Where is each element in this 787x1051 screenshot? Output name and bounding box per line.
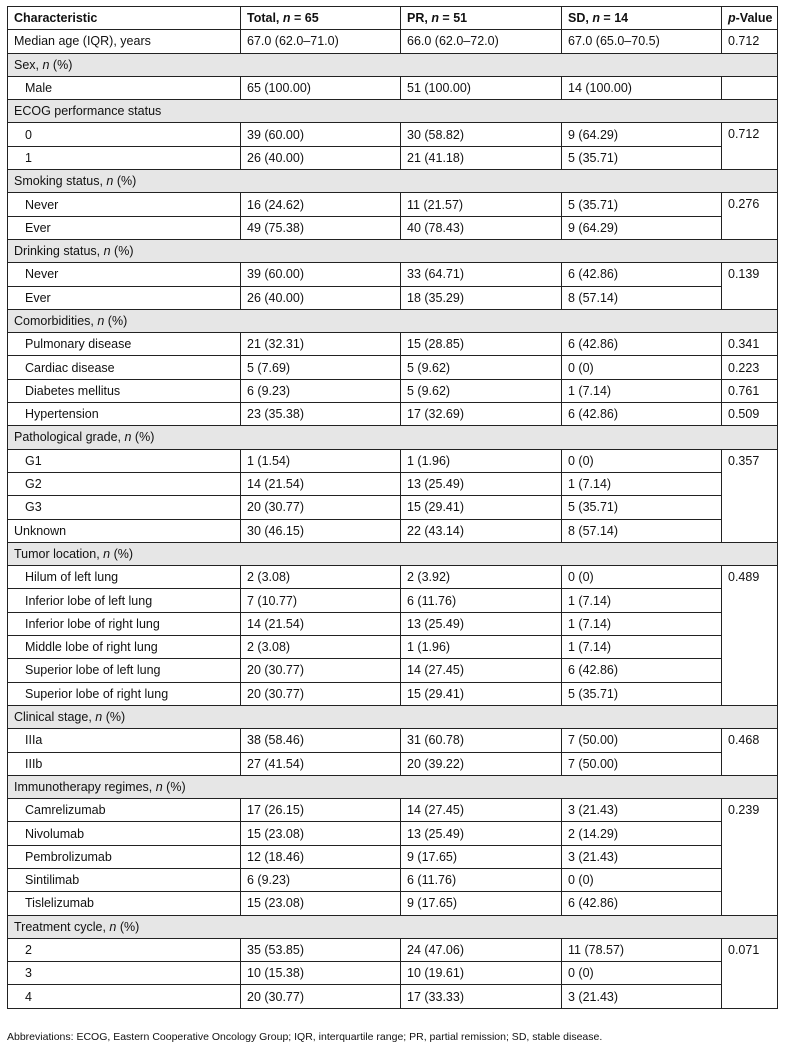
cell-pr: 31 (60.78) xyxy=(401,729,562,752)
cell-pr: 14 (27.45) xyxy=(401,659,562,682)
row-label: Pulmonary disease xyxy=(8,333,241,356)
row-label: Never xyxy=(8,193,241,216)
cell-sd: 6 (42.86) xyxy=(562,263,722,286)
table-row xyxy=(8,822,778,845)
cell-total: 26 (40.00) xyxy=(241,286,401,309)
cell-pvalue: 0.712 xyxy=(722,123,778,170)
row-label: Hilum of left lung xyxy=(8,566,241,589)
cell-pvalue: 0.357 xyxy=(722,449,778,542)
table-container xyxy=(7,6,777,1009)
cell-sd: 5 (35.71) xyxy=(562,682,722,705)
section-label: Comorbidities, n (%) xyxy=(8,309,778,332)
row-label: 4 xyxy=(8,985,241,1008)
cell-total: 14 (21.54) xyxy=(241,612,401,635)
section-row-ecog xyxy=(8,100,778,123)
row-label: Camrelizumab xyxy=(8,799,241,822)
cell-total: 16 (24.62) xyxy=(241,193,401,216)
row-label: Pembrolizumab xyxy=(8,845,241,868)
cell-sd: 5 (35.71) xyxy=(562,496,722,519)
table-row xyxy=(8,76,778,99)
row-label: Superior lobe of left lung xyxy=(8,659,241,682)
table-row xyxy=(8,123,778,146)
table-row xyxy=(8,752,778,775)
cell-total: 6 (9.23) xyxy=(241,379,401,402)
table-row xyxy=(8,589,778,612)
cell-total: 26 (40.00) xyxy=(241,146,401,169)
cell-pvalue: 0.239 xyxy=(722,799,778,915)
cell-total: 17 (26.15) xyxy=(241,799,401,822)
section-label: Tumor location, n (%) xyxy=(8,542,778,565)
cell-sd: 9 (64.29) xyxy=(562,216,722,239)
row-label: Tislelizumab xyxy=(8,892,241,915)
cell-pr: 1 (1.96) xyxy=(401,449,562,472)
cell-pr: 10 (19.61) xyxy=(401,962,562,985)
cell-sd: 0 (0) xyxy=(562,962,722,985)
cell-pr: 30 (58.82) xyxy=(401,123,562,146)
cell-sd: 6 (42.86) xyxy=(562,333,722,356)
cell-total: 20 (30.77) xyxy=(241,985,401,1008)
cell-sd: 11 (78.57) xyxy=(562,938,722,961)
section-label: ECOG performance status xyxy=(8,100,778,123)
cell-pr: 24 (47.06) xyxy=(401,938,562,961)
row-label: Inferior lobe of right lung xyxy=(8,612,241,635)
cell-pr: 13 (25.49) xyxy=(401,822,562,845)
cell-sd: 0 (0) xyxy=(562,356,722,379)
cell-sd: 7 (50.00) xyxy=(562,752,722,775)
table-row xyxy=(8,333,778,356)
cell-total: 23 (35.38) xyxy=(241,403,401,426)
cell-pr: 6 (11.76) xyxy=(401,868,562,891)
section-label: Treatment cycle, n (%) xyxy=(8,915,778,938)
cell-pr: 66.0 (62.0–72.0) xyxy=(401,30,562,53)
cell-pvalue: 0.712 xyxy=(722,30,778,53)
header-characteristic: Characteristic xyxy=(8,7,241,30)
cell-pr: 15 (29.41) xyxy=(401,496,562,519)
cell-total: 21 (32.31) xyxy=(241,333,401,356)
cell-total: 27 (41.54) xyxy=(241,752,401,775)
table-row xyxy=(8,985,778,1008)
section-label: Clinical stage, n (%) xyxy=(8,705,778,728)
cell-sd: 5 (35.71) xyxy=(562,146,722,169)
cell-pr: 14 (27.45) xyxy=(401,799,562,822)
section-row-stage xyxy=(8,705,778,728)
section-label: Smoking status, n (%) xyxy=(8,170,778,193)
table-row xyxy=(8,193,778,216)
cell-sd: 6 (42.86) xyxy=(562,892,722,915)
table-row xyxy=(8,519,778,542)
cell-pr: 9 (17.65) xyxy=(401,845,562,868)
cell-pr: 9 (17.65) xyxy=(401,892,562,915)
cell-pr: 6 (11.76) xyxy=(401,589,562,612)
cell-pr: 18 (35.29) xyxy=(401,286,562,309)
table-row xyxy=(8,30,778,53)
row-label: 1 xyxy=(8,146,241,169)
cell-total: 20 (30.77) xyxy=(241,659,401,682)
table-row xyxy=(8,379,778,402)
cell-pvalue: 0.223 xyxy=(722,356,778,379)
table-row xyxy=(8,868,778,891)
cell-sd: 14 (100.00) xyxy=(562,76,722,99)
cell-sd: 6 (42.86) xyxy=(562,403,722,426)
row-label: Middle lobe of right lung xyxy=(8,636,241,659)
cell-pr: 13 (25.49) xyxy=(401,472,562,495)
row-label: Never xyxy=(8,263,241,286)
cell-pr: 17 (32.69) xyxy=(401,403,562,426)
cell-total: 65 (100.00) xyxy=(241,76,401,99)
cell-sd: 8 (57.14) xyxy=(562,286,722,309)
cell-total: 5 (7.69) xyxy=(241,356,401,379)
row-label: Superior lobe of right lung xyxy=(8,682,241,705)
cell-pr: 51 (100.00) xyxy=(401,76,562,99)
cell-sd: 1 (7.14) xyxy=(562,636,722,659)
row-label: Ever xyxy=(8,216,241,239)
table-row xyxy=(8,659,778,682)
section-label: Immunotherapy regimes, n (%) xyxy=(8,775,778,798)
header-row xyxy=(8,7,778,30)
cell-sd: 0 (0) xyxy=(562,566,722,589)
cell-pr: 15 (28.85) xyxy=(401,333,562,356)
cell-total: 39 (60.00) xyxy=(241,123,401,146)
table-row xyxy=(8,938,778,961)
section-row-sex xyxy=(8,53,778,76)
cell-pr: 22 (43.14) xyxy=(401,519,562,542)
cell-sd: 0 (0) xyxy=(562,868,722,891)
table-row xyxy=(8,799,778,822)
characteristics-table xyxy=(7,6,778,1009)
table-row xyxy=(8,146,778,169)
cell-pr: 2 (3.92) xyxy=(401,566,562,589)
cell-pr: 11 (21.57) xyxy=(401,193,562,216)
section-row-location xyxy=(8,542,778,565)
cell-pr: 13 (25.49) xyxy=(401,612,562,635)
cell-total: 67.0 (62.0–71.0) xyxy=(241,30,401,53)
cell-pr: 33 (64.71) xyxy=(401,263,562,286)
cell-total: 39 (60.00) xyxy=(241,263,401,286)
cell-pr: 5 (9.62) xyxy=(401,379,562,402)
cell-pvalue: 0.761 xyxy=(722,379,778,402)
cell-pvalue xyxy=(722,76,778,99)
cell-pvalue: 0.341 xyxy=(722,333,778,356)
cell-sd: 3 (21.43) xyxy=(562,799,722,822)
row-label: Ever xyxy=(8,286,241,309)
section-row-comorbidities xyxy=(8,309,778,332)
row-label: Sintilimab xyxy=(8,868,241,891)
cell-total: 49 (75.38) xyxy=(241,216,401,239)
cell-pr: 5 (9.62) xyxy=(401,356,562,379)
row-label: Median age (IQR), years xyxy=(8,30,241,53)
cell-total: 35 (53.85) xyxy=(241,938,401,961)
section-row-grade xyxy=(8,426,778,449)
cell-total: 15 (23.08) xyxy=(241,822,401,845)
row-label: G1 xyxy=(8,449,241,472)
section-label: Sex, n (%) xyxy=(8,53,778,76)
cell-total: 6 (9.23) xyxy=(241,868,401,891)
cell-sd: 9 (64.29) xyxy=(562,123,722,146)
row-label: G2 xyxy=(8,472,241,495)
cell-sd: 3 (21.43) xyxy=(562,845,722,868)
cell-total: 12 (18.46) xyxy=(241,845,401,868)
table-row xyxy=(8,286,778,309)
row-label: Inferior lobe of left lung xyxy=(8,589,241,612)
cell-total: 15 (23.08) xyxy=(241,892,401,915)
section-label: Pathological grade, n (%) xyxy=(8,426,778,449)
cell-sd: 1 (7.14) xyxy=(562,472,722,495)
cell-total: 2 (3.08) xyxy=(241,636,401,659)
table-row xyxy=(8,356,778,379)
row-label: IIIb xyxy=(8,752,241,775)
table-row xyxy=(8,566,778,589)
cell-total: 20 (30.77) xyxy=(241,682,401,705)
cell-total: 7 (10.77) xyxy=(241,589,401,612)
cell-sd: 3 (21.43) xyxy=(562,985,722,1008)
table-row xyxy=(8,682,778,705)
section-row-cycle xyxy=(8,915,778,938)
header-total: Total, n = 65 xyxy=(241,7,401,30)
cell-total: 38 (58.46) xyxy=(241,729,401,752)
cell-pr: 17 (33.33) xyxy=(401,985,562,1008)
row-label: Male xyxy=(8,76,241,99)
cell-sd: 0 (0) xyxy=(562,449,722,472)
table-row xyxy=(8,729,778,752)
cell-sd: 2 (14.29) xyxy=(562,822,722,845)
cell-total: 14 (21.54) xyxy=(241,472,401,495)
table-row xyxy=(8,216,778,239)
cell-total: 10 (15.38) xyxy=(241,962,401,985)
table-row xyxy=(8,403,778,426)
cell-total: 1 (1.54) xyxy=(241,449,401,472)
row-label: 2 xyxy=(8,938,241,961)
section-row-drinking xyxy=(8,239,778,262)
row-label: IIIa xyxy=(8,729,241,752)
row-label: G3 xyxy=(8,496,241,519)
cell-pvalue: 0.509 xyxy=(722,403,778,426)
table-row xyxy=(8,636,778,659)
row-label: Hypertension xyxy=(8,403,241,426)
cell-pr: 1 (1.96) xyxy=(401,636,562,659)
table-row xyxy=(8,845,778,868)
table-row xyxy=(8,496,778,519)
section-label: Drinking status, n (%) xyxy=(8,239,778,262)
table-row xyxy=(8,962,778,985)
row-label: Cardiac disease xyxy=(8,356,241,379)
cell-pvalue: 0.139 xyxy=(722,263,778,310)
section-row-regimes xyxy=(8,775,778,798)
section-row-smoking xyxy=(8,170,778,193)
table-row xyxy=(8,263,778,286)
cell-sd: 1 (7.14) xyxy=(562,612,722,635)
row-label: Diabetes mellitus xyxy=(8,379,241,402)
cell-sd: 1 (7.14) xyxy=(562,379,722,402)
table-row xyxy=(8,612,778,635)
row-label: 3 xyxy=(8,962,241,985)
header-sd: SD, n = 14 xyxy=(562,7,722,30)
cell-pvalue: 0.276 xyxy=(722,193,778,240)
cell-total: 20 (30.77) xyxy=(241,496,401,519)
footnote: Abbreviations: ECOG, Eastern Cooperative Oncology Group; IQR, interquartile range; PR, partial remission; SD, stable disease. xyxy=(7,1031,603,1043)
row-label: 0 xyxy=(8,123,241,146)
row-label: Nivolumab xyxy=(8,822,241,845)
cell-sd: 1 (7.14) xyxy=(562,589,722,612)
cell-sd: 7 (50.00) xyxy=(562,729,722,752)
cell-pr: 15 (29.41) xyxy=(401,682,562,705)
table-row xyxy=(8,472,778,495)
cell-pvalue: 0.468 xyxy=(722,729,778,776)
cell-sd: 5 (35.71) xyxy=(562,193,722,216)
cell-total: 30 (46.15) xyxy=(241,519,401,542)
table-row xyxy=(8,892,778,915)
cell-pr: 40 (78.43) xyxy=(401,216,562,239)
cell-pr: 21 (41.18) xyxy=(401,146,562,169)
cell-total: 2 (3.08) xyxy=(241,566,401,589)
cell-sd: 8 (57.14) xyxy=(562,519,722,542)
row-label: Unknown xyxy=(8,519,241,542)
cell-sd: 67.0 (65.0–70.5) xyxy=(562,30,722,53)
header-pr: PR, n = 51 xyxy=(401,7,562,30)
cell-pvalue: 0.489 xyxy=(722,566,778,706)
cell-pvalue: 0.071 xyxy=(722,938,778,1008)
table-row xyxy=(8,449,778,472)
header-pvalue: p-Value xyxy=(722,7,778,30)
cell-pr: 20 (39.22) xyxy=(401,752,562,775)
cell-sd: 6 (42.86) xyxy=(562,659,722,682)
